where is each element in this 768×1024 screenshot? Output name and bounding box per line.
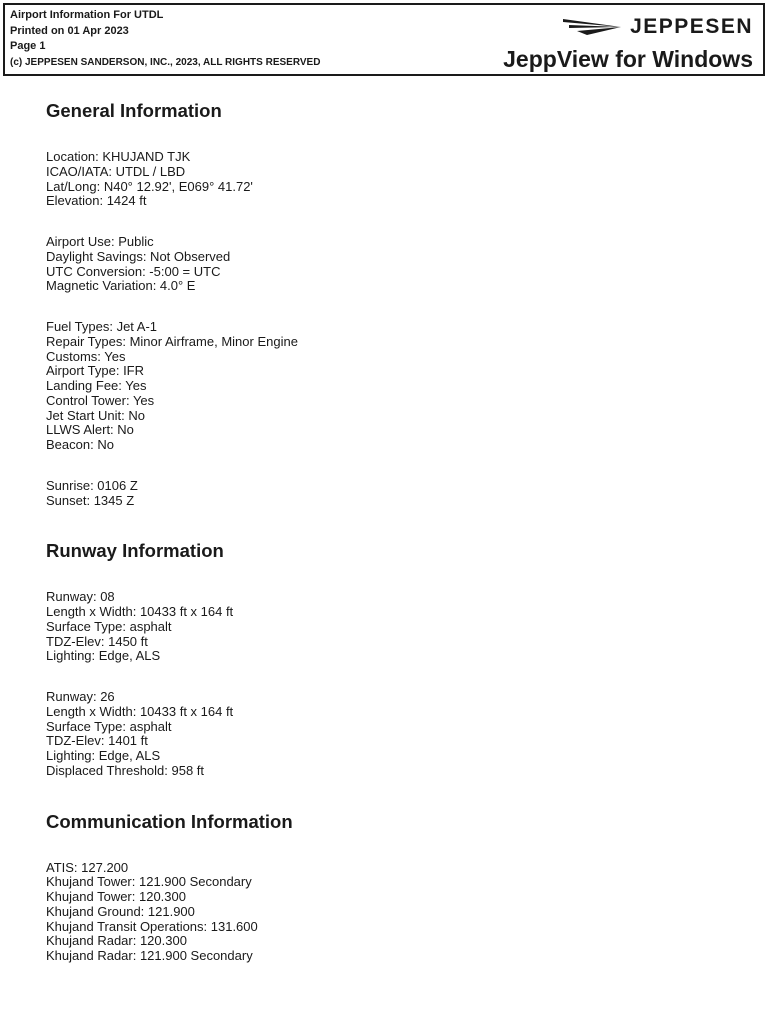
info-line: Customs: Yes xyxy=(46,348,126,364)
section-title: Runway Information xyxy=(46,540,224,562)
section-title: General Information xyxy=(46,100,222,121)
info-group xyxy=(46,150,726,209)
section-title: Communication Information xyxy=(46,810,293,832)
info-line: ATIS: 127.200 xyxy=(46,859,129,875)
info-line: Khujand Tower: 120.300 xyxy=(46,889,186,904)
info-group xyxy=(46,320,726,453)
info-line: Lighting: Edge, ALS xyxy=(46,748,161,763)
info-line: Length x Width: 10433 ft x 164 ft xyxy=(46,604,234,619)
info-line: Displaced Threshold: 958 ft xyxy=(46,762,205,778)
info-line: Surface Type: asphalt xyxy=(46,618,172,634)
info-line: Sunset: 1345 Z xyxy=(46,492,135,508)
product-name: JeppView for Windows xyxy=(503,46,753,72)
info-group xyxy=(46,590,726,664)
info-line: Surface Type: asphalt xyxy=(46,718,172,734)
info-line: UTC Conversion: -5:00 = UTC xyxy=(46,263,221,279)
jeppesen-logo xyxy=(563,15,753,39)
info-line: Repair Types: Minor Airframe, Minor Engine xyxy=(46,333,298,349)
info-line: LLWS Alert: No xyxy=(46,422,134,438)
info-line: Length x Width: 10433 ft x 164 ft xyxy=(46,703,234,719)
info-line: Lat/Long: N40° 12.92', E069° 41.72' xyxy=(46,178,253,194)
info-line: Khujand Radar: 120.300 xyxy=(46,933,187,949)
jeppesen-wordmark: JEPPESEN xyxy=(630,15,753,38)
jeppesen-swoosh-icon xyxy=(563,17,623,37)
info-line: Elevation: 1424 ft xyxy=(46,193,147,209)
header-title: Airport Information For UTDL xyxy=(10,9,164,21)
header-copyright: (c) JEPPESEN SANDERSON, INC., 2023, ALL RIGHTS RESERVED xyxy=(10,56,321,68)
info-line: Location: KHUJAND TJK xyxy=(46,149,191,164)
info-line: Control Tower: Yes xyxy=(46,392,155,408)
info-line: Jet Start Unit: No xyxy=(46,407,145,423)
info-group xyxy=(46,235,726,294)
info-line: Khujand Transit Operations: 131.600 xyxy=(46,918,258,934)
info-group xyxy=(46,861,726,964)
page-header xyxy=(3,3,765,76)
info-line: Khujand Radar: 121.900 Secondary xyxy=(46,948,253,963)
header-page-number: Page 1 xyxy=(10,40,46,52)
info-line: Magnetic Variation: 4.0° E xyxy=(46,278,196,294)
info-line: Lighting: Edge, ALS xyxy=(46,648,161,664)
info-line: Beacon: No xyxy=(46,437,114,452)
info-group xyxy=(46,479,726,509)
info-line: Khujand Tower: 121.900 Secondary xyxy=(46,874,252,890)
info-line: Sunrise: 0106 Z xyxy=(46,477,138,493)
info-line: Khujand Ground: 121.900 xyxy=(46,903,195,919)
section-runway-information xyxy=(46,538,726,778)
info-line: TDZ-Elev: 1401 ft xyxy=(46,733,148,749)
header-printed-date: Printed on 01 Apr 2023 xyxy=(10,24,129,37)
info-line: TDZ-Elev: 1450 ft xyxy=(46,633,148,649)
section-communication-information xyxy=(46,809,726,964)
info-line: Airport Use: Public xyxy=(46,234,154,249)
section-general-information xyxy=(46,98,726,508)
info-line: Fuel Types: Jet A-1 xyxy=(46,319,158,334)
info-line: ICAO/IATA: UTDL / LBD xyxy=(46,163,186,179)
airport-information-content xyxy=(46,98,726,964)
info-line: Daylight Savings: Not Observed xyxy=(46,248,231,264)
info-line: Runway: 26 xyxy=(46,689,115,704)
info-line: Runway: 08 xyxy=(46,589,115,605)
header-info xyxy=(10,8,320,70)
info-group xyxy=(46,690,726,779)
info-line: Airport Type: IFR xyxy=(46,363,145,379)
info-line: Landing Fee: Yes xyxy=(46,378,147,393)
